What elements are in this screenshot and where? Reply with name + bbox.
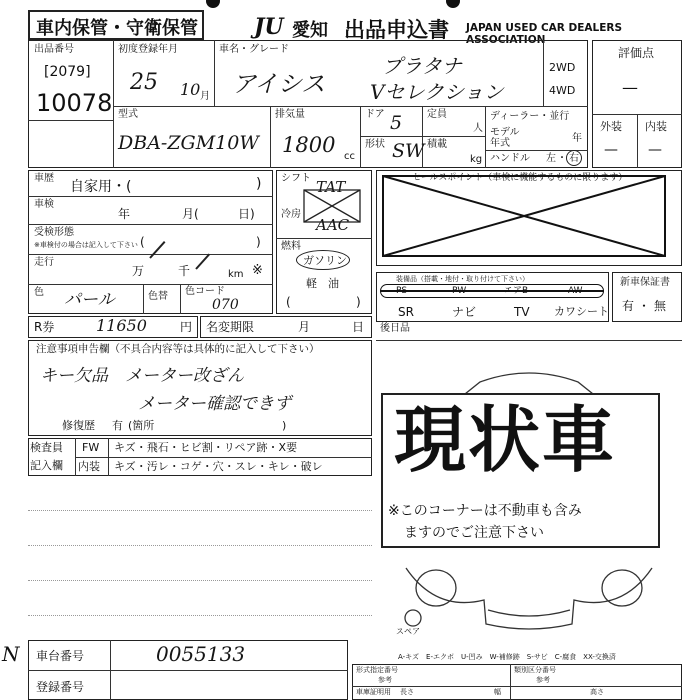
drive-4wd: 4WD — [549, 84, 576, 97]
cert-label: 車庫証明用 — [356, 688, 391, 696]
car-name: アイシス — [232, 70, 326, 98]
new-warranty-no: 無 — [654, 299, 667, 313]
grid-line — [28, 120, 113, 121]
doors-label: ドア — [365, 109, 385, 120]
color-value: パール — [64, 290, 115, 310]
shape-value: SW — [392, 140, 425, 162]
notes-line-1: キー欠品 メーター改ざん — [40, 366, 244, 386]
new-warranty-yes: 有 — [622, 299, 635, 313]
exterior-value: — — [604, 142, 618, 158]
displacement-value: 1800 — [282, 133, 336, 157]
notes-label: 注意事項申告欄（不具合内容等は具体的に記入して下さい） — [36, 343, 320, 355]
displacement-label: 排気量 — [275, 109, 305, 120]
designation-label: 形式指定番号 — [356, 666, 398, 674]
fuel-paren-open: ( — [286, 295, 291, 309]
height-label: 高さ — [590, 688, 604, 696]
drive-2wd: 2WD — [549, 61, 576, 74]
repair-value: 有 — [112, 419, 123, 432]
option-aw: AW — [568, 286, 583, 296]
ac-value: AAC — [316, 216, 350, 234]
model-label: 型式 — [118, 109, 138, 120]
notes-line-2: メーター確認できず — [138, 394, 291, 414]
recycle-unit: 円 — [180, 320, 193, 334]
ju-logo: JU — [254, 14, 284, 40]
mileage-man: 万 — [132, 264, 145, 278]
registration-year: 25 — [130, 70, 158, 95]
grid-line — [360, 106, 361, 168]
repair-label: 修復歴 — [62, 419, 95, 432]
usage-label: 車歴 — [34, 173, 54, 184]
grid-line — [110, 640, 111, 700]
registration-month-unit: 月 — [200, 91, 210, 102]
shift-label: シフト — [281, 173, 311, 184]
grid-line — [510, 664, 511, 700]
grid-line — [143, 284, 144, 314]
grid-line — [360, 136, 485, 137]
grid-line — [28, 196, 273, 197]
grid-line — [270, 106, 271, 168]
grid-line — [376, 340, 682, 341]
selling-points-label: セールスポイント（車検に機能するものに限ります） — [412, 173, 628, 183]
grid-line — [214, 40, 215, 106]
chassis-label: 車台番号 — [36, 649, 85, 663]
designation-ref: 参考 — [378, 676, 392, 684]
registration-month: 10 — [180, 80, 201, 99]
usage-value: 自家用・( — [70, 179, 132, 195]
inspection-day: 日) — [238, 207, 255, 221]
rating-label: 評価点 — [618, 46, 655, 60]
selling-points-crossout — [380, 172, 670, 262]
inspector-interior: 内装 — [78, 460, 100, 473]
writing-line — [28, 615, 372, 616]
color-code-label: 色コード — [185, 286, 225, 297]
grid-line — [485, 106, 486, 168]
rear-date-label: 後日品 — [380, 323, 410, 334]
interior-label: 内装 — [645, 120, 667, 133]
handle-label: ハンドル — [490, 153, 530, 164]
grade-line-1: プラタナ — [382, 54, 462, 78]
color-label: 色 — [34, 287, 44, 298]
inspector-interior-text: キズ・汚レ・コゲ・穴・スレ・キレ・破レ — [114, 460, 323, 473]
status-stamp-text: 現状車 — [394, 398, 617, 482]
lot-number: 10078 — [36, 89, 113, 117]
title-english: JAPAN USED CAR DEALERS ASSOCIATION — [466, 22, 623, 46]
grid-line — [28, 284, 273, 285]
grid-line — [637, 114, 638, 168]
load-unit: kg — [470, 154, 483, 165]
reg-no-label: 登録番号 — [36, 680, 85, 694]
mileage-label: 走行 — [34, 257, 54, 268]
writing-line — [28, 545, 372, 546]
color-change-label: 色替 — [148, 291, 168, 302]
fuel-label: 燃料 — [281, 241, 301, 252]
capacity-unit: 人 — [473, 123, 483, 134]
option-navi: ナビ — [452, 305, 477, 319]
top-punch-hole — [446, 0, 460, 8]
inspection-month: 月( — [182, 207, 199, 221]
deadline-label: 名変期限 — [206, 320, 255, 334]
inspector-label-2: 記入欄 — [30, 459, 63, 472]
exterior-label: 外装 — [600, 120, 622, 133]
option-sr: SR — [398, 305, 414, 319]
inspector-fw: FW — [82, 441, 100, 454]
grid-line — [543, 40, 544, 106]
load-label: 積載 — [427, 139, 447, 150]
doors-value: 5 — [390, 112, 403, 134]
option-tv: TV — [514, 305, 530, 319]
length-label: 長さ — [400, 688, 414, 696]
spare-label: スペア — [396, 627, 420, 636]
recycle-value: 11650 — [96, 316, 147, 335]
mileage-sen: 千 — [178, 264, 191, 278]
shift-crossout — [300, 178, 368, 234]
inspection-label: 車検 — [34, 199, 54, 210]
options-note: 装備品（搭載・地付・取り付けて下さい） — [396, 275, 529, 283]
color-code-value: 070 — [212, 297, 239, 313]
model-value: DBA-ZGM10W — [118, 132, 259, 154]
grid-line — [75, 457, 372, 458]
writing-line — [28, 510, 372, 511]
writing-line — [28, 580, 372, 581]
status-stamp-note-2: ますのでご注意下さい — [404, 525, 544, 541]
margin-mark: N — [2, 642, 20, 666]
option-ps: PS — [396, 286, 408, 296]
width-label: 幅 — [494, 688, 501, 696]
handle-separator: ・ — [557, 153, 567, 164]
year-label: 年式 — [490, 138, 510, 149]
fuel-paren-close: ) — [356, 295, 361, 309]
class-ref: 参考 — [536, 676, 550, 684]
grade-line-2: Vセレクション — [370, 80, 504, 104]
grid-line — [28, 670, 348, 671]
repair-place: (箇所 — [128, 419, 155, 432]
grid-line — [113, 106, 588, 107]
option-airbag: エアB — [504, 286, 529, 296]
received-paren-close: ) — [256, 235, 261, 249]
handle-right: 右 — [569, 153, 579, 164]
new-warranty-label: 新車保証書 — [620, 277, 670, 288]
year-unit: 年 — [572, 133, 582, 144]
ac-label: 冷房 — [281, 209, 301, 220]
grid-line — [113, 40, 114, 168]
storage-badge-text: 車内保管・守衛保管 — [36, 18, 198, 39]
class-label: 類別区分番号 — [514, 666, 556, 674]
fuel-value: ガソリン — [303, 254, 347, 267]
mileage-unit: km — [228, 269, 244, 280]
inspector-fw-text: キズ・飛石・ヒビ割・リペア跡・X要 — [114, 441, 298, 454]
received-label: 受検形態 — [34, 227, 74, 238]
grid-line — [352, 686, 682, 687]
mileage-mark: ※ — [252, 263, 263, 278]
option-seat: カワシート — [554, 305, 609, 318]
lot-bracket-number: [2079] — [44, 64, 91, 80]
recycle-label: R券 — [34, 320, 55, 334]
grid-line — [28, 224, 273, 225]
chassis-value: 0055133 — [156, 642, 246, 666]
lot-label: 出品番号 — [34, 44, 74, 55]
interior-value: — — [648, 142, 662, 158]
grid-line — [180, 284, 181, 314]
received-note: ※車検付の場合は記入して下さい — [34, 241, 138, 249]
deadline-day: 日 — [352, 320, 365, 334]
repair-close: ) — [282, 419, 287, 432]
displacement-unit: cc — [344, 151, 355, 162]
model-year-label: モデル — [490, 127, 520, 138]
top-punch-hole — [206, 0, 220, 8]
org-name: 愛知 — [292, 20, 328, 41]
dealer-label: ディーラー・並行 — [490, 111, 570, 122]
deadline-month: 月 — [298, 320, 311, 334]
received-paren-open: ( — [140, 235, 145, 249]
shape-label: 形状 — [365, 139, 385, 150]
name-grade-label: 車名・グレード — [219, 44, 289, 55]
registration-label: 初度登録年月 — [118, 44, 178, 55]
damage-legend: A-キズ E-エクボ U-凹み W-補修跡 S-サビ C-腐食 XX-交換済 — [398, 653, 616, 661]
grid-line — [276, 238, 372, 239]
shift-value: TAT — [316, 178, 346, 196]
inspector-label-1: 検査員 — [30, 441, 63, 454]
form-title: 出品申込書 — [344, 18, 449, 42]
new-warranty-dot: ・ — [638, 299, 651, 313]
handle-left: 左 — [546, 153, 556, 164]
usage-close: ) — [256, 176, 262, 192]
inspection-year: 年 — [118, 207, 131, 221]
fuel-alt: 軽 油 — [306, 277, 339, 290]
option-pw: PW — [452, 286, 467, 296]
status-stamp-note-1: ※このコーナーは不動車も含み — [388, 503, 582, 519]
rating-value: — — [622, 78, 638, 97]
capacity-label: 定員 — [427, 109, 447, 120]
